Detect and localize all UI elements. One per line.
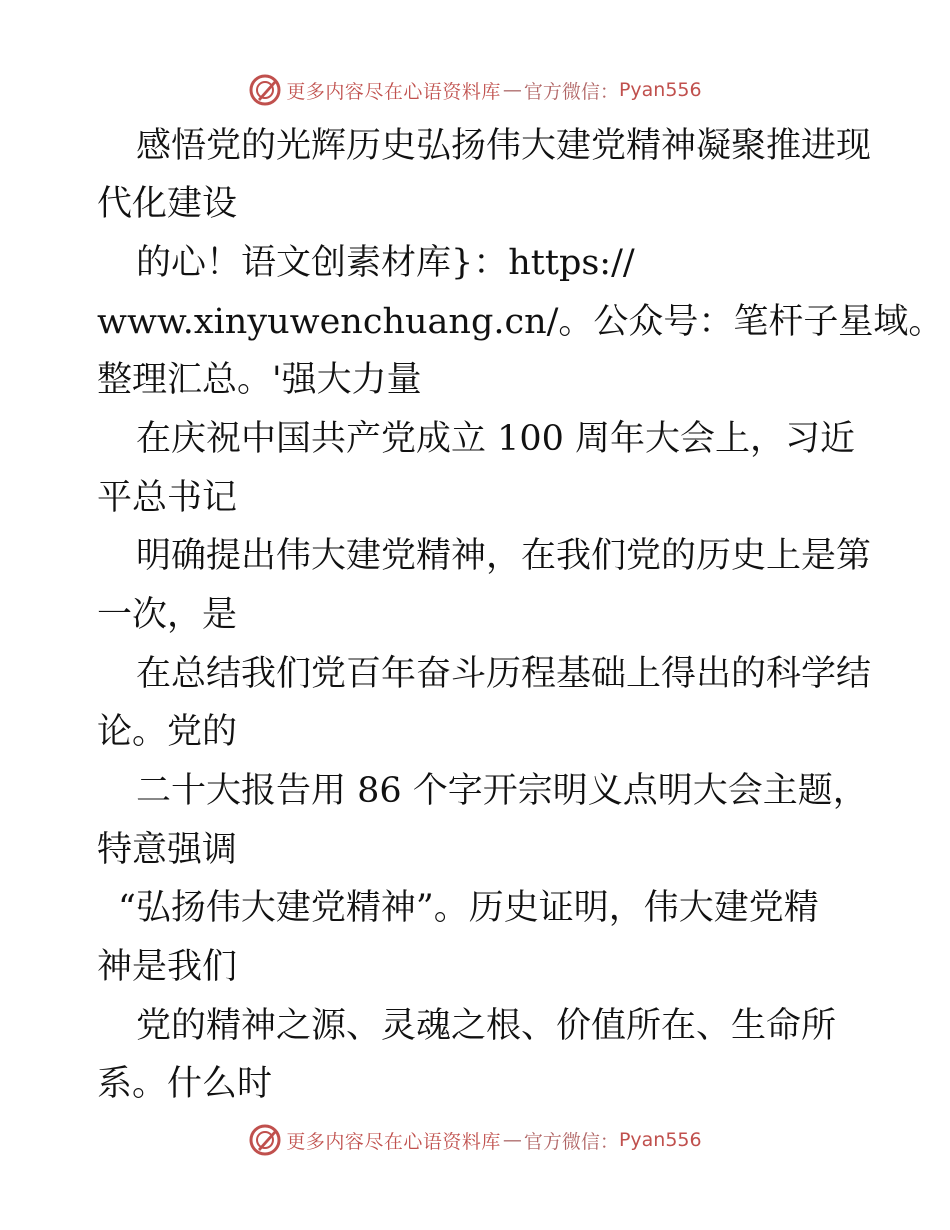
text-line: www.xinyuwenchuang.cn/。公众号：笔杆子星域。 bbox=[97, 302, 944, 342]
header-wechat-label: 官方微信： bbox=[523, 80, 619, 103]
footer-brand-text: 更多内容尽在心语资料库 bbox=[286, 1130, 501, 1153]
text-line: 党的精神之源、灵魂之根、价值所在、生命所 bbox=[136, 1006, 837, 1046]
text-line: 系。什么时 bbox=[97, 1064, 273, 1104]
text-line: 代化建设 bbox=[97, 184, 238, 224]
text-line: 整理汇总。'强大力量 bbox=[97, 360, 422, 400]
pen-logo-icon bbox=[248, 73, 282, 107]
text-line: 在总结我们党百年奋斗历程基础上得出的科学结 bbox=[136, 654, 872, 694]
text-line: 一次，是 bbox=[97, 595, 238, 635]
text-line: 在庆祝中国共产党成立 100 周年大会上，习近 bbox=[136, 419, 856, 459]
header-dash: — bbox=[502, 79, 522, 101]
text-line: 特意强调 bbox=[97, 830, 238, 870]
footer-wechat-label: 官方微信： bbox=[523, 1130, 619, 1153]
pen-logo-icon bbox=[248, 1123, 282, 1157]
text-line: “弘扬伟大建党精神”。历史证明，伟大建党精 bbox=[118, 888, 819, 928]
header-wechat-id: Pyan556 bbox=[618, 79, 702, 101]
text-line: 明确提出伟大建党精神，在我们党的历史上是第 bbox=[136, 536, 872, 576]
footer-banner bbox=[0, 1120, 950, 1160]
text-line: 神是我们 bbox=[97, 947, 238, 987]
text-line: 平总书记 bbox=[97, 478, 238, 518]
text-line: 论。党的 bbox=[97, 712, 238, 752]
footer-wechat-id: Pyan556 bbox=[618, 1129, 702, 1151]
text-line: 二十大报告用 86 个字开宗明义点明大会主题， bbox=[136, 771, 868, 811]
header-banner bbox=[0, 70, 950, 110]
text-line: 的心！语文创素材库}：https:// bbox=[136, 243, 635, 283]
text-line: 感悟党的光辉历史弘扬伟大建党精神凝聚推进现 bbox=[136, 126, 872, 166]
header-brand-text: 更多内容尽在心语资料库 bbox=[286, 80, 501, 103]
footer-dash: — bbox=[502, 1129, 522, 1151]
